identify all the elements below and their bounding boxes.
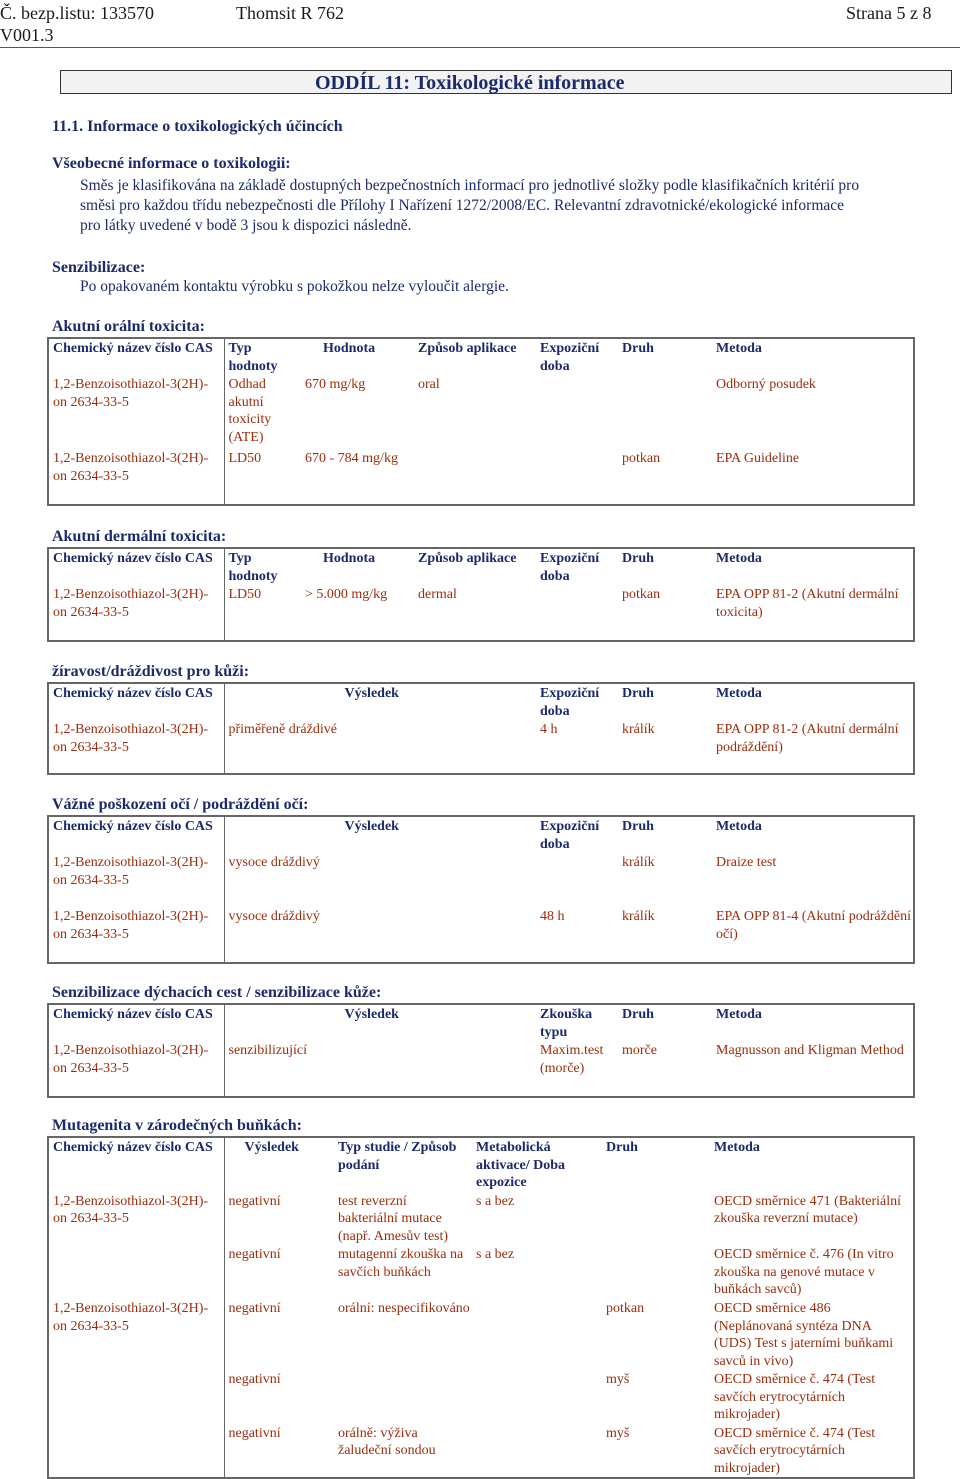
table-row — [48, 1424, 914, 1479]
cell — [472, 1299, 602, 1370]
section-title: ODDÍL 11: Toxikologické informace — [315, 72, 625, 94]
table-row — [48, 1192, 914, 1246]
cell: 1,2-Benzoisothiazol-3(2H)-on 2634-33-5 — [48, 1041, 224, 1097]
col-header: Metoda — [716, 1007, 762, 1022]
col-header: Expoziční doba — [540, 819, 600, 852]
cell — [472, 1370, 602, 1424]
cell — [602, 1245, 710, 1299]
cell: dermal — [418, 587, 457, 602]
cell: oral — [418, 377, 440, 392]
cell: s a bez — [476, 1247, 515, 1262]
cell: orálně: výživa žaludeční sondou — [338, 1425, 436, 1458]
cell: 1,2-Benzoisothiazol-3(2H)-on 2634-33-5 — [48, 1192, 224, 1246]
cell: 4 h — [540, 722, 558, 737]
col-header: Metoda — [716, 551, 762, 566]
table-row — [48, 375, 914, 449]
table-row — [48, 1370, 914, 1424]
col-header: Výsledek — [344, 686, 399, 701]
cell: OECD směrnice č. 474 (Test savčích erytrocytárních mikrojader) — [714, 1372, 876, 1422]
cell: EPA OPP 81-2 (Akutní dermální podráždění) — [716, 722, 899, 755]
cell: morče — [622, 1043, 657, 1058]
cell: orální: nespecifikováno — [338, 1301, 470, 1316]
cell: 1,2-Benzoisothiazol-3(2H)-on 2634-33-5 — [48, 585, 224, 641]
col-header: Druh — [622, 1007, 654, 1022]
table-row — [48, 1041, 914, 1097]
cell: OECD směrnice 486 (Neplánovaná syntéza DNA (UDS) Test s jaterními buňkami savců in vivo) — [714, 1301, 894, 1369]
subsection-heading: 11.1. Informace o toxikologických účincích — [52, 118, 343, 135]
cell: 1,2-Benzoisothiazol-3(2H)-on 2634-33-5 — [48, 1299, 224, 1370]
cell: > 5.000 mg/kg — [305, 587, 388, 602]
col-header: Metoda — [714, 1140, 760, 1155]
col-header: Chemický název číslo CAS — [48, 548, 224, 585]
cell: Draize test — [716, 855, 777, 870]
cell: přiměřeně dráždivé — [228, 722, 337, 737]
cell: mutagenní zkouška na savčích buňkách — [338, 1247, 464, 1280]
col-header: Chemický název číslo CAS — [48, 338, 224, 375]
table-row — [48, 720, 914, 774]
dermal-table — [47, 547, 915, 642]
table-row — [48, 907, 914, 963]
cell: OECD směrnice č. 474 (Test savčích erytrocytárních mikrojader) — [714, 1425, 876, 1476]
cell — [536, 585, 618, 641]
cell: myš — [606, 1425, 630, 1441]
table-row — [48, 449, 914, 505]
cell: 670 - 784 mg/kg — [305, 451, 398, 466]
cell: Odhad akutní toxicity (ATE) — [228, 377, 272, 445]
resp-heading: Senzibilizace dýchacích cest / senzibilizace kůže: — [52, 984, 382, 1001]
eye-heading: Vážné poškození očí / podráždění očí: — [52, 796, 309, 813]
table-header-row — [48, 548, 914, 585]
cell: 48 h — [540, 909, 565, 924]
cell: králík — [622, 722, 655, 737]
skin-table — [47, 682, 915, 775]
cell: potkan — [622, 451, 661, 466]
cell: vysoce dráždivý — [228, 855, 320, 870]
cell — [472, 1424, 602, 1479]
resp-table — [47, 1003, 915, 1098]
table-row — [48, 585, 914, 641]
sensitization-heading: Senzibilizace: — [52, 259, 146, 276]
table-row — [48, 1245, 914, 1299]
sheet-number: Č. bezp.listu: 133570 — [0, 3, 154, 23]
cell: Magnusson and Kligman Method — [716, 1043, 904, 1058]
col-header: Metoda — [716, 819, 762, 834]
col-header: Metoda — [716, 686, 762, 701]
col-header: Druh — [622, 686, 654, 701]
cell: EPA OPP 81-4 (Akutní podráždění očí) — [716, 909, 911, 942]
cell: Odborný posudek — [716, 377, 816, 392]
table-header-row — [48, 1137, 914, 1192]
cell: negativní — [228, 1372, 281, 1387]
col-header: Druh — [606, 1140, 638, 1155]
cell: LD50 — [228, 587, 262, 602]
cell: senzibilizující — [228, 1043, 308, 1058]
cell: negativní — [228, 1247, 281, 1262]
col-header: Chemický název číslo CAS — [48, 1137, 224, 1192]
cell: 1,2-Benzoisothiazol-3(2H)-on 2634-33-5 — [48, 720, 224, 774]
table-header-row — [48, 338, 914, 375]
col-header: Metabolická aktivace/ Doba expozice — [476, 1140, 566, 1190]
product-name: Thomsit R 762 — [236, 3, 345, 23]
col-header: Způsob aplikace — [418, 341, 517, 356]
col-header: Druh — [622, 819, 654, 834]
header-divider — [0, 47, 960, 48]
cell: negativní — [228, 1301, 281, 1316]
cell — [334, 1370, 472, 1424]
col-header: Expoziční doba — [540, 551, 600, 584]
col-header: Chemický název číslo CAS — [48, 1004, 224, 1041]
general-line-1: Směs je klasifikována na základě dostupných bezpečnostních informací pro jednotlivé složky podle klasifikačních kritérií pro — [80, 177, 860, 194]
col-header: Expoziční doba — [540, 341, 600, 374]
cell: 1,2-Benzoisothiazol-3(2H)-on 2634-33-5 — [48, 375, 224, 449]
version: V001.3 — [0, 25, 54, 45]
col-header: Metoda — [716, 341, 762, 356]
cell — [48, 1245, 224, 1299]
cell — [414, 449, 536, 505]
table-row — [48, 1299, 914, 1370]
muta-table — [47, 1136, 915, 1479]
cell — [602, 1192, 710, 1246]
col-header: Zkouška typu — [540, 1007, 593, 1040]
col-header: Chemický název číslo CAS — [48, 683, 224, 720]
cell: vysoce dráždivý — [228, 909, 320, 924]
cell — [48, 1424, 224, 1479]
cell: LD50 — [228, 451, 262, 466]
cell: negativní — [228, 1193, 281, 1209]
cell — [48, 1370, 224, 1424]
oral-heading: Akutní orální toxicita: — [52, 318, 205, 335]
table-header-row — [48, 816, 914, 853]
cell: potkan — [622, 587, 661, 602]
cell: Maxim.test (morče) — [540, 1043, 604, 1076]
oral-table — [47, 337, 915, 506]
col-header: Hodnota — [323, 341, 376, 356]
eye-table — [47, 815, 915, 964]
cell: králík — [622, 909, 655, 924]
col-header: Chemický název číslo CAS — [48, 816, 224, 853]
cell: potkan — [606, 1301, 645, 1316]
col-header: Způsob aplikace — [418, 551, 517, 566]
cell: OECD směrnice č. 476 (In vitro zkouška na genové mutace v buňkách savců) — [714, 1247, 894, 1297]
col-header: Typ hodnoty — [228, 551, 278, 584]
cell: s a bez — [476, 1193, 515, 1209]
col-header: Druh — [622, 341, 654, 356]
cell — [536, 853, 618, 907]
cell — [536, 375, 618, 449]
general-heading: Všeobecné informace o toxikologii: — [52, 155, 291, 172]
col-header: Výsledek — [244, 1140, 299, 1155]
table-header-row — [48, 1004, 914, 1041]
cell: EPA OPP 81-2 (Akutní dermální toxicita) — [716, 587, 899, 620]
sensitization-text: Po opakovaném kontaktu výrobku s pokožkou nelze vyloučit alergie. — [80, 278, 509, 295]
muta-heading: Mutagenita v zárodečných buňkách: — [52, 1117, 302, 1134]
cell: 1,2-Benzoisothiazol-3(2H)-on 2634-33-5 — [48, 449, 224, 505]
cell: test reverzní bakteriální mutace (např. Amesův test) — [338, 1193, 449, 1244]
cell: 1,2-Benzoisothiazol-3(2H)-on 2634-33-5 — [48, 907, 224, 963]
cell — [536, 449, 618, 505]
skin-heading: žíravost/dráždivost pro kůži: — [52, 663, 250, 680]
cell: králík — [622, 855, 655, 870]
col-header: Výsledek — [344, 1007, 399, 1022]
general-line-3: pro látky uvedené v bodě 3 jsou k dispozici následně. — [80, 217, 412, 234]
cell: EPA Guideline — [716, 451, 800, 466]
table-row — [48, 853, 914, 907]
col-header: Expoziční doba — [540, 686, 600, 719]
page-number: Strana 5 z 8 — [846, 3, 932, 23]
dermal-heading: Akutní dermální toxicita: — [52, 528, 227, 545]
cell: 1,2-Benzoisothiazol-3(2H)-on 2634-33-5 — [48, 853, 224, 907]
cell: 670 mg/kg — [305, 377, 366, 392]
col-header: Hodnota — [323, 551, 376, 566]
col-header: Typ studie / Způsob podání — [338, 1140, 457, 1173]
general-line-2: směsi pro každou třídu nebezpečnosti dle Přílohy I Nařízení 1272/2008/EC. Relevantní zdravotnické/ekologické informace — [80, 197, 845, 214]
table-header-row — [48, 683, 914, 720]
col-header: Druh — [622, 551, 654, 566]
cell: myš — [606, 1372, 630, 1387]
cell: negativní — [228, 1425, 281, 1441]
cell: OECD směrnice 471 (Bakteriální zkouška reverzní mutace) — [714, 1193, 902, 1226]
col-header: Výsledek — [344, 819, 399, 834]
cell — [618, 375, 712, 449]
col-header: Typ hodnoty — [228, 341, 278, 374]
